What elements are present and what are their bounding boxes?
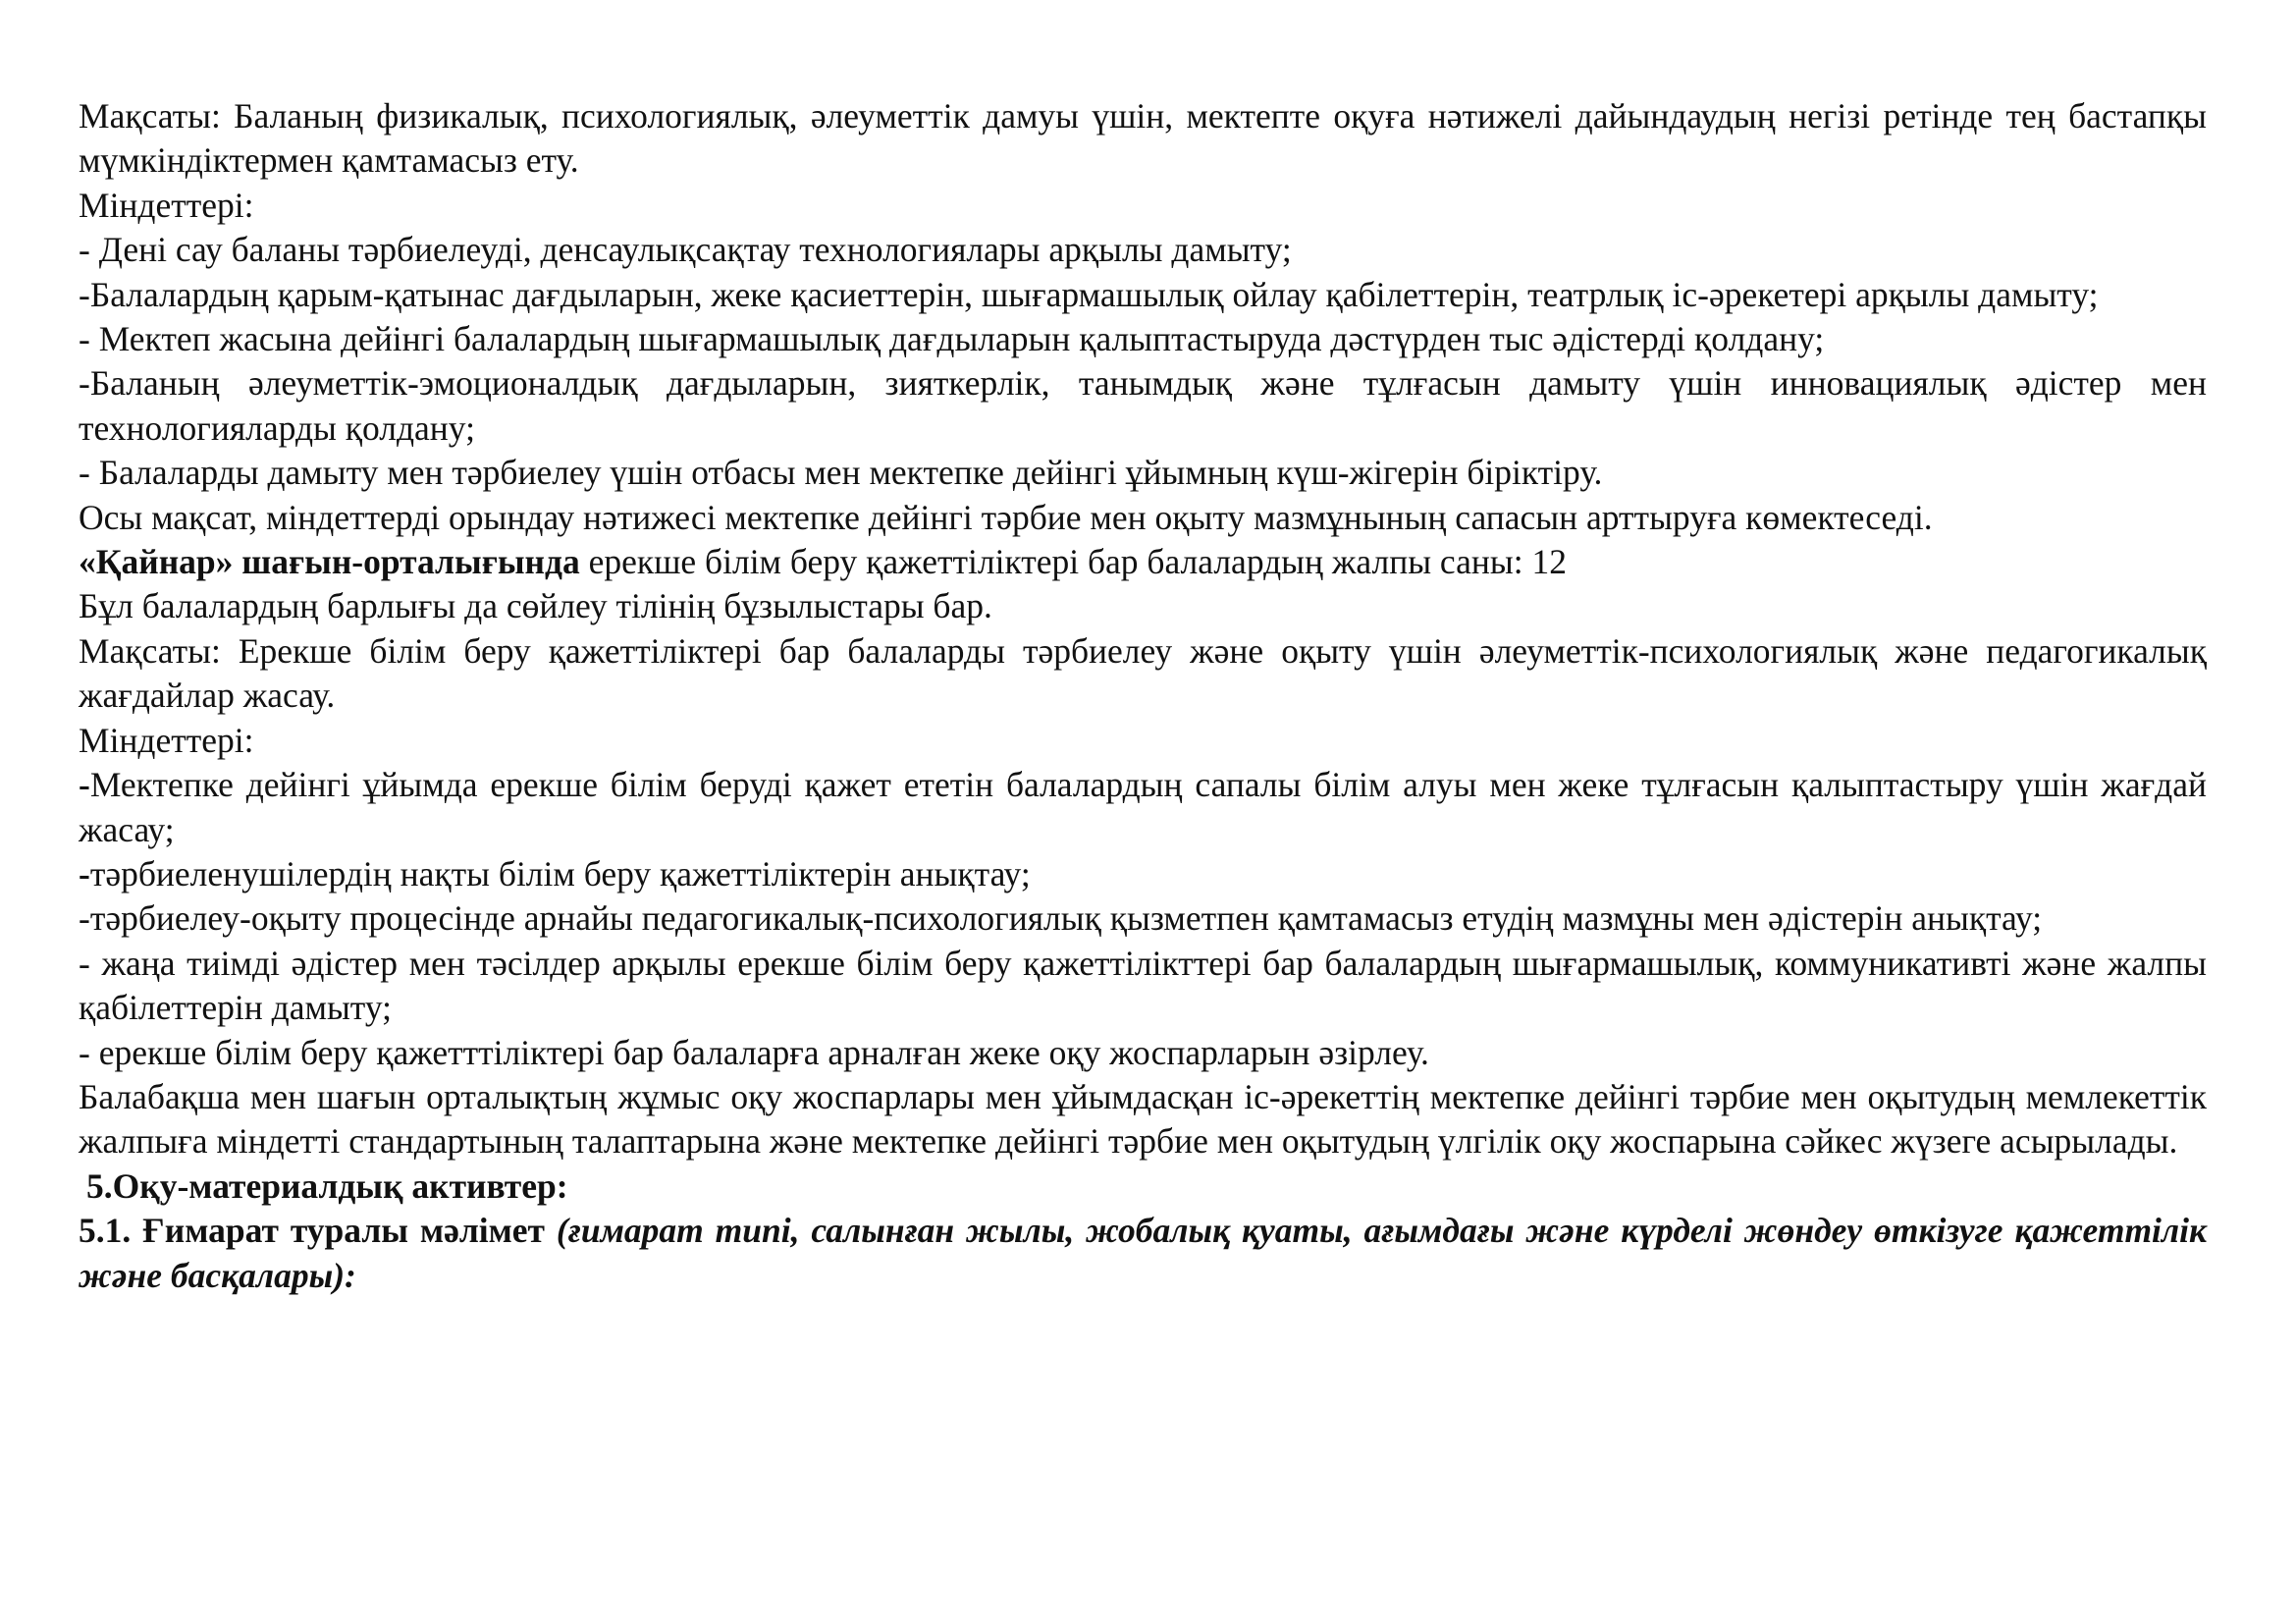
goal2-paragraph: Мақсаты: Ерекше білім беру қажеттіліктері бар балаларды тәрбиелеу және оқыту үшін әлеуметтік-психологиялық және педагогикалық жағдайлар жасау. bbox=[79, 630, 2207, 716]
tasks2-heading: Міндеттері: bbox=[79, 720, 254, 760]
task-item: - Балаларды дамыту мен тәрбиелеу үшін отбасы мен мектепке дейінгі ұйымның күш-жігерін біріктіру. bbox=[79, 453, 1603, 493]
goal-paragraph: Мақсаты: Баланың физикалық, психологиялық, әлеуметтік дамуы үшін, мектепте оқуға нәтижелі дайындаудың негізі ретінде тең бастапқы мүмкіндіктермен қамтамасыз ету. bbox=[79, 96, 2207, 181]
task2-text: Мектепке дейінгі ұйымда ерекше білім беруді қажет ететін балалардың сапалы білім алуы мен жеке тұлғасын қалыптастыру үшін жағдай жасау; bbox=[79, 765, 2207, 849]
section-5-heading: 5.Оқу-материалдық активтер: bbox=[86, 1165, 568, 1206]
center-name: «Қайнар» шағын-орталығында bbox=[79, 542, 580, 582]
task2-item bbox=[79, 852, 2207, 896]
task2-item: - жаңа тиімді әдістер мен тәсілдер арқылы ерекше білім беру қажеттілікттері бар балалардың шығармашылық, коммуникативті және жалпы қабілеттерін дамыту; bbox=[79, 943, 2207, 1028]
center-count-paragraph bbox=[79, 540, 2207, 584]
section-5-1-title: 5.1. Ғимарат туралы мәлімет bbox=[79, 1211, 557, 1251]
document-page bbox=[79, 94, 2207, 1298]
section-5-1-heading bbox=[79, 1209, 2207, 1298]
speech-paragraph: Бұл балалардың барлығы да сөйлеу тілінің бұзылыстары бар. bbox=[79, 586, 992, 626]
task2-item: -тәрбиелеу-оқыту процесінде арнайы педагогикалық-психологиялық қызметпен қамтамасыз етудің мазмұны мен әдістерін анықтау; bbox=[79, 898, 2043, 939]
task2-dash: - bbox=[79, 853, 90, 893]
task2-text: тәрбиеленушілердің нақты білім беру қажеттіліктерін анықтау; bbox=[89, 853, 1031, 893]
section-5-1-note: (ғимарат типі, салынған жылы, жобалық қуаты, ағымдағы және күрделі жөндеу өткізуге қажеттілік және басқалары): bbox=[79, 1211, 2207, 1295]
task2-dash: - bbox=[79, 765, 90, 805]
task-item: -Баланың әлеуметтік-эмоционалдық дағдыларын, зияткерлік, танымдық және тұлғасын дамыту үшін инновациялық әдістер мен технологияларды қолдану; bbox=[79, 363, 2207, 448]
task-item: - Мектеп жасына дейінгі балалардың шығармашылық дағдыларын қалыптастыруда дәстүрден тыс әдістерді қолдану; bbox=[79, 319, 1825, 359]
task-item: - Дені сау баланы тәрбиелеуді, денсаулықсақтау технологиялары арқылы дамыту; bbox=[79, 230, 1292, 270]
task2-item bbox=[79, 763, 2207, 852]
task2-item: - ерекше білім беру қажетттіліктері бар балаларға арналған жеке оқу жоспарларын әзірлеу. bbox=[79, 1032, 1429, 1072]
center-count-text: ерекше білім беру қажеттіліктері бар балалардың жалпы саны: 12 bbox=[579, 542, 1567, 582]
summary-paragraph: Осы мақсат, міндеттерді орындау нәтижесі мектепке дейінгі тәрбие мен оқыту мазмұнының сапасын арттыруға көмектеседі. bbox=[79, 497, 1933, 537]
tasks-heading: Міндеттері: bbox=[79, 185, 254, 225]
closing-paragraph: Балабақша мен шағын орталықтың жұмыс оқу жоспарлары мен ұйымдасқан іс-әрекеттің мектепке дейінгі тәрбие мен оқытудың мемлекеттік жалпыға міндетті стандартының талаптарына және мектепке дейінгі тәрбие мен оқытудың үлгілік оқу жоспарына сәйкес жүзеге асырылады. bbox=[79, 1076, 2207, 1162]
task-item: -Балалардың қарым-қатынас дағдыларын, жеке қасиеттерін, шығармашылық ойлау қабілеттерін, театрлық іс-әрекетері арқылы дамыту; bbox=[79, 274, 2099, 314]
